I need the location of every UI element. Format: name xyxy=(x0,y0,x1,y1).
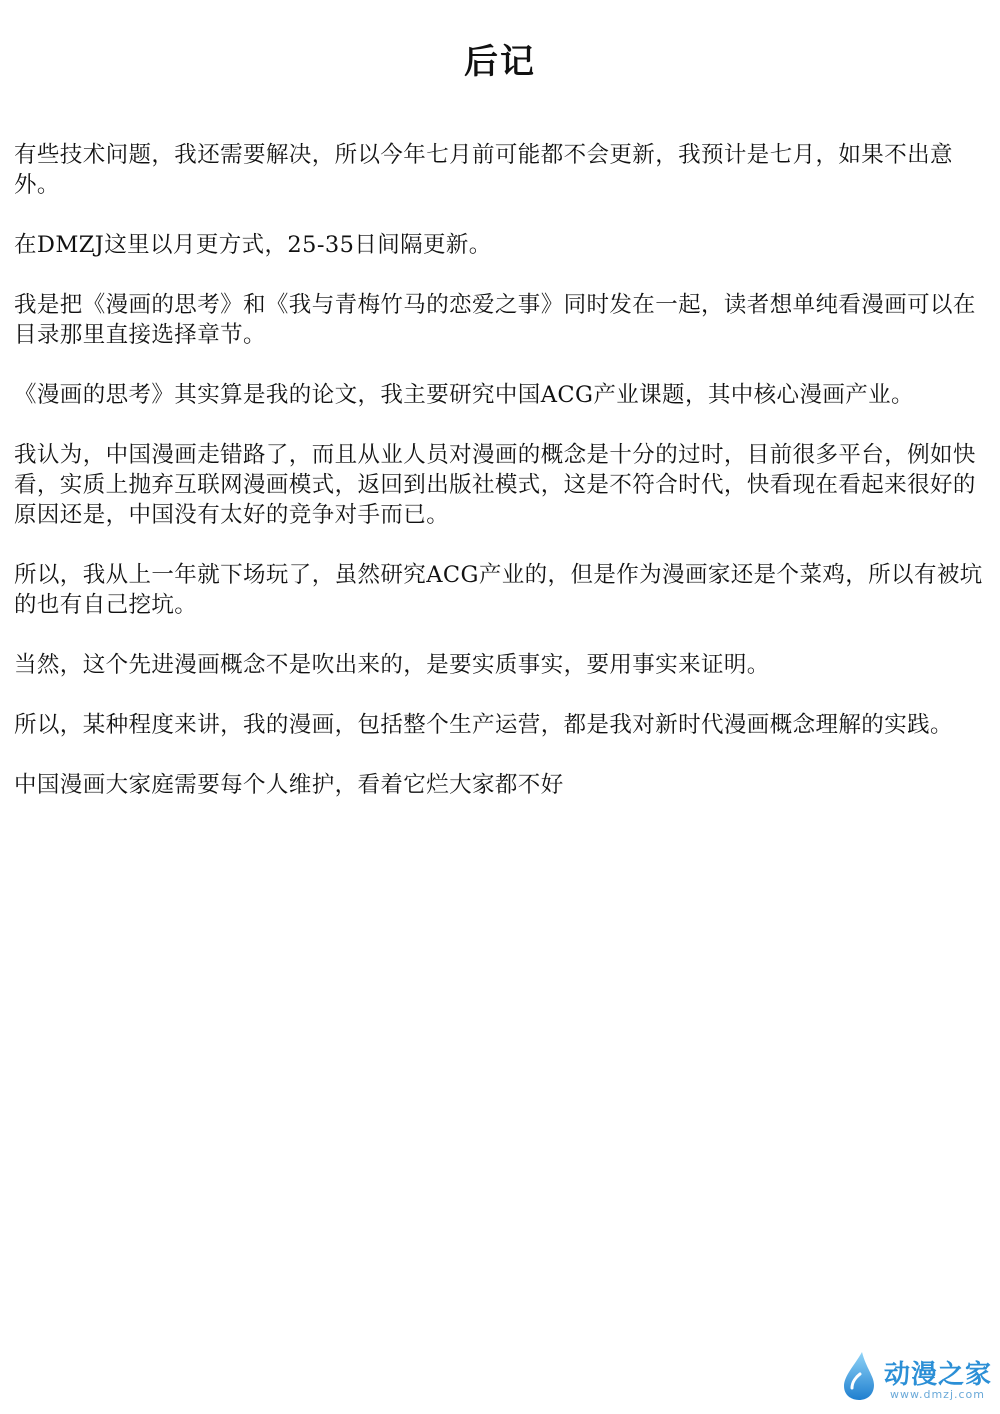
dmzj-watermark xyxy=(840,1348,993,1404)
paragraph-2: 在DMZJ这里以月更方式，25-35日间隔更新。 xyxy=(14,232,492,258)
paragraph-8: 所以，某种程度来讲，我的漫画，包括整个生产运营，都是我对新时代漫画概念理解的实践。 xyxy=(14,712,953,738)
water-drop-logo-icon xyxy=(840,1350,878,1402)
paragraph-9: 中国漫画大家庭需要每个人维护，看着它烂大家都不好 xyxy=(14,772,564,798)
paragraph-7: 当然，这个先进漫画概念不是吹出来的，是要实质事实，要用事实来证明。 xyxy=(14,652,770,678)
paragraph-4: 《漫画的思考》其实算是我的论文，我主要研究中国ACG产业课题，其中核心漫画产业。 xyxy=(14,382,914,408)
paragraph-5: 我认为，中国漫画走错路了，而且从业人员对漫画的概念是十分的过时，目前很多平台，例如快看，实质上抛弃互联网漫画模式，返回到出版社模式，这是不符合时代，快看现在看起来很好的原因还是，中国没有太好的竞争对手而已。 xyxy=(14,442,976,528)
watermark-url: www.dmzj.com xyxy=(890,1388,985,1401)
page-title: 后记 xyxy=(464,42,536,82)
paragraph-1: 有些技术问题，我还需要解决，所以今年七月前可能都不会更新，我预计是七月，如果不出意外。 xyxy=(14,142,953,198)
afterword-body xyxy=(14,140,989,830)
paragraph-6: 所以，我从上一年就下场玩了，虽然研究ACG产业的，但是作为漫画家还是个菜鸡，所以有被坑的也有自己挖坑。 xyxy=(14,562,983,618)
watermark-brand: 动漫之家 xyxy=(884,1360,993,1390)
paragraph-3: 我是把《漫画的思考》和《我与青梅竹马的恋爱之事》同时发在一起，读者想单纯看漫画可以在目录那里直接选择章节。 xyxy=(14,292,976,348)
